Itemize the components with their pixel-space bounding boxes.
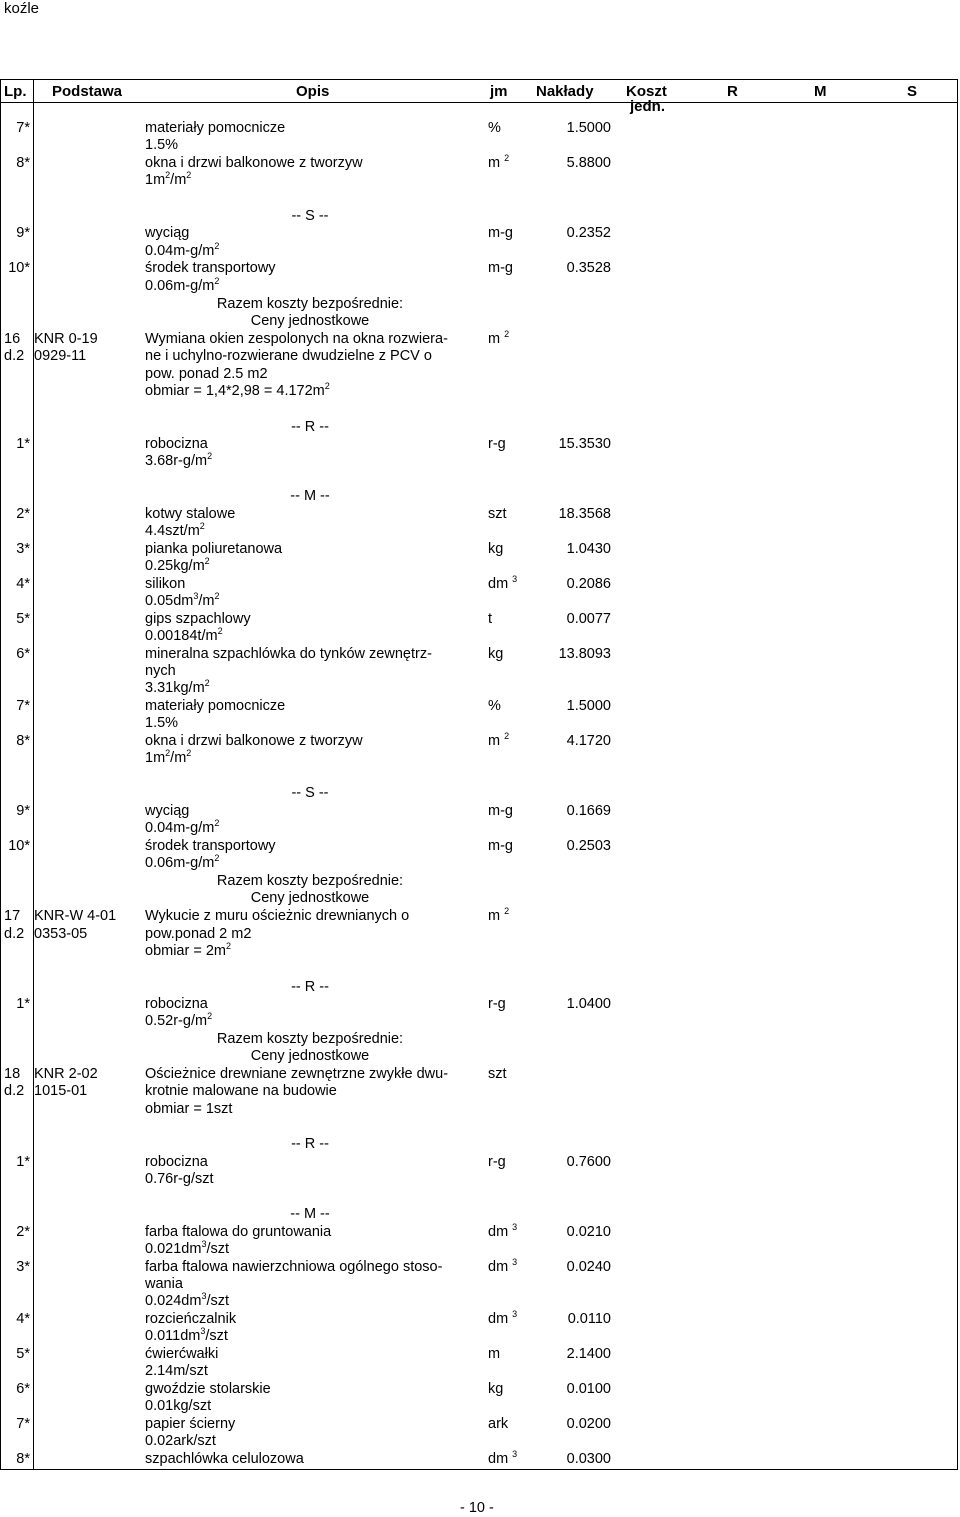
header-opis: Opis <box>296 83 330 100</box>
description: pow. ponad 2.5 m2 <box>145 366 268 382</box>
description: 1.5% <box>145 137 179 153</box>
naklady-value: 0.0240 <box>566 1259 611 1275</box>
naklady-value: 0.0110 <box>567 1311 611 1327</box>
description: robocizna <box>145 1154 208 1170</box>
unit: m-g <box>488 225 513 241</box>
description: obmiar = $2m^2$ <box>145 941 232 959</box>
description: 0.02ark/szt <box>145 1433 216 1449</box>
description: farba ftalowa do gruntowania <box>145 1224 332 1240</box>
unit: m <box>488 1346 501 1362</box>
naklady-value: 1.0400 <box>566 996 611 1012</box>
description: Wymiana okien zespolonych na okna rozwiera- <box>145 331 448 347</box>
description: 1.5% <box>145 715 179 731</box>
description: 0.76r-g/szt <box>145 1171 214 1187</box>
description-heading: Ceny jednostkowe <box>250 890 370 906</box>
description: Wykucie z muru ościeżnic drewnianych o <box>145 908 410 924</box>
description-heading: Ceny jednostkowe <box>250 1048 370 1064</box>
naklady-value: 1.0430 <box>566 541 611 557</box>
position-number: d.2 <box>4 926 25 942</box>
description: materiały pomocnicze <box>145 120 286 136</box>
basis-code: KNR-W 4-01 <box>34 908 117 924</box>
unit: r-g <box>488 436 506 452</box>
unit: szt <box>488 1066 507 1082</box>
description: krotnie malowane na budowie <box>145 1083 337 1099</box>
row-lp: 4* <box>16 576 30 592</box>
naklady-value: 0.0077 <box>566 611 611 627</box>
header-koszt-jedn: jedn. <box>630 98 666 115</box>
description: Ościeżnice drewniane zewnętrzne zwykłe dwu- <box>145 1066 449 1082</box>
position-number: 17 <box>4 908 21 924</box>
description: $0.05dm^3/m^2$ <box>145 591 220 609</box>
description: środek transportowy <box>145 260 276 276</box>
description: wyciąg <box>145 803 190 819</box>
row-lp: 8* <box>16 155 30 171</box>
description-heading: -- M -- <box>290 488 330 504</box>
unit: dm $^3$ <box>488 1309 518 1327</box>
description: $0.04m-g/m^2$ <box>145 241 220 259</box>
unit: r-g <box>488 1154 506 1170</box>
row-lp: 3* <box>16 541 30 557</box>
header-naklady: Nakłady <box>536 83 594 100</box>
basis-code: 1015-01 <box>34 1083 88 1099</box>
header-r: R <box>727 83 738 100</box>
description: $0.021dm^3$/szt <box>145 1239 230 1257</box>
unit: dm $^3$ <box>488 574 518 592</box>
unit: ark <box>488 1416 509 1432</box>
description: obmiar = 1szt <box>145 1101 233 1117</box>
naklady-value: 0.2352 <box>566 225 611 241</box>
description: gips szpachlowy <box>145 611 251 627</box>
description: gwoździe stolarskie <box>145 1381 271 1397</box>
description-heading: -- R -- <box>291 1136 329 1152</box>
header-jm: jm <box>490 83 508 100</box>
description: $3.68r-g/m^2$ <box>145 451 213 469</box>
row-lp: 4* <box>16 1311 30 1327</box>
naklady-value: 5.8800 <box>566 155 611 171</box>
description: pianka poliuretanowa <box>145 541 283 557</box>
position-number: d.2 <box>4 348 25 364</box>
description: mineralna szpachlówka do tynków zewnętrz- <box>145 646 432 662</box>
description-heading: Razem koszty bezpośrednie: <box>216 1031 404 1047</box>
description: $0.00184t/m^2$ <box>145 626 223 644</box>
description: wania <box>145 1276 183 1292</box>
description: $0.06m-g/m^2$ <box>145 276 220 294</box>
description: $3.31kg/m^2$ <box>145 678 210 696</box>
description: robocizna <box>145 436 208 452</box>
description: środek transportowy <box>145 838 276 854</box>
description: rozcieńczalnik <box>145 1311 237 1327</box>
row-lp: 5* <box>16 611 30 627</box>
header-s: S <box>907 83 918 100</box>
description: pow.ponad 2 m2 <box>145 926 252 942</box>
description-heading: Ceny jednostkowe <box>250 313 370 329</box>
header-m: M <box>814 83 827 100</box>
description-heading: Razem koszty bezpośrednie: <box>216 873 404 889</box>
unit: m-g <box>488 260 513 276</box>
header-lp: Lp. <box>4 83 27 100</box>
naklady-value: 0.0200 <box>566 1416 611 1432</box>
basis-code: KNR 2-02 <box>34 1066 98 1082</box>
description: ne i uchylno-rozwierane dwudzielne z PCV o <box>145 348 432 364</box>
row-lp: 2* <box>16 1224 30 1240</box>
naklady-value: 0.2086 <box>566 576 611 592</box>
row-lp: 2* <box>16 506 30 522</box>
naklady-value: 1.5000 <box>566 698 611 714</box>
naklady-value: 0.0100 <box>566 1381 611 1397</box>
unit: dm $^3$ <box>488 1449 518 1467</box>
description: okna i drzwi balkonowe z tworzyw <box>145 733 363 749</box>
description: ćwierćwałki <box>145 1346 219 1362</box>
basis-code: 0929-11 <box>34 348 87 364</box>
unit: % <box>488 120 501 136</box>
naklady-value: 0.7600 <box>566 1154 611 1170</box>
header-podstawa: Podstawa <box>52 83 123 100</box>
description: $0.06m-g/m^2$ <box>145 853 220 871</box>
unit: m $^2$ <box>488 731 510 749</box>
unit: kg <box>488 646 504 662</box>
unit: dm $^3$ <box>488 1222 518 1240</box>
row-lp: 9* <box>16 803 30 819</box>
naklady-value: 0.0300 <box>566 1451 611 1467</box>
description: $0.25kg/m^2$ <box>145 556 210 574</box>
description: obmiar = $1,4*2,98 = 4.172m^2$ <box>145 381 330 399</box>
row-lp: 5* <box>16 1346 30 1362</box>
header-koszt: Koszt <box>626 83 667 100</box>
row-lp: 3* <box>16 1259 30 1275</box>
row-lp: 7* <box>16 120 30 136</box>
row-lp: 10* <box>8 838 30 854</box>
description: $1m^2/m^2$ <box>145 170 192 188</box>
description: silikon <box>145 576 186 592</box>
position-number: 18 <box>4 1066 21 1082</box>
basis-code: 0353-05 <box>34 926 88 942</box>
description-heading: -- M -- <box>290 1206 330 1222</box>
document-title: koźle <box>4 0 40 17</box>
row-lp: 7* <box>16 1416 30 1432</box>
unit: m-g <box>488 803 513 819</box>
row-lp: 1* <box>16 436 30 452</box>
row-lp: 1* <box>16 996 30 1012</box>
position-number: d.2 <box>4 1083 25 1099</box>
table-top-border <box>0 79 958 80</box>
description: farba ftalowa nawierzchniowa ogólnego stoso- <box>145 1259 443 1275</box>
naklady-value: 0.0210 <box>566 1224 611 1240</box>
description-heading: Razem koszty bezpośrednie: <box>216 296 404 312</box>
unit: m $^2$ <box>488 153 510 171</box>
description-heading: -- S -- <box>291 785 329 801</box>
row-lp: 10* <box>8 260 30 276</box>
description-heading: -- R -- <box>291 979 329 995</box>
naklady-value: 0.2503 <box>566 838 611 854</box>
description: 2.14m/szt <box>145 1363 208 1379</box>
unit: m $^2$ <box>488 906 510 924</box>
unit: % <box>488 698 501 714</box>
naklady-value: 2.1400 <box>566 1346 611 1362</box>
description: 0.01kg/szt <box>145 1398 212 1414</box>
table-bottom-border <box>0 1469 958 1470</box>
description: szpachlówka celulozowa <box>145 1451 304 1467</box>
description-heading: -- S -- <box>291 208 329 224</box>
description: papier ścierny <box>145 1416 236 1432</box>
description: $0.011dm^3$/szt <box>145 1326 228 1344</box>
header-bottom-border <box>0 102 958 103</box>
unit: m-g <box>488 838 513 854</box>
position-number: 16 <box>4 331 21 347</box>
unit: kg <box>488 1381 504 1397</box>
row-lp: 6* <box>16 646 30 662</box>
row-lp: 9* <box>16 225 30 241</box>
naklady-value: 18.3568 <box>558 506 611 522</box>
naklady-value: 0.3528 <box>566 260 611 276</box>
row-lp: 1* <box>16 1154 30 1170</box>
description: $0.52r-g/m^2$ <box>145 1011 213 1029</box>
description: $0.024dm^3$/szt <box>145 1291 230 1309</box>
unit: kg <box>488 541 504 557</box>
description-heading: -- R -- <box>291 419 329 435</box>
unit: t <box>488 611 493 627</box>
unit: m $^2$ <box>488 329 510 347</box>
unit: dm $^3$ <box>488 1257 518 1275</box>
row-lp: 8* <box>16 1451 30 1467</box>
naklady-value: 4.1720 <box>566 733 611 749</box>
basis-code: KNR 0-19 <box>34 331 98 347</box>
row-lp: 6* <box>16 1381 30 1397</box>
page-number: - 10 - <box>460 1500 494 1516</box>
naklady-value: 1.5000 <box>566 120 611 136</box>
description: $1m^2/m^2$ <box>145 748 192 766</box>
lp-column-divider <box>33 79 34 1470</box>
table-right-border <box>957 79 958 1470</box>
description: okna i drzwi balkonowe z tworzyw <box>145 155 363 171</box>
naklady-value: 13.8093 <box>558 646 611 662</box>
description: $0.04m-g/m^2$ <box>145 818 220 836</box>
row-lp: 7* <box>16 698 30 714</box>
description: materiały pomocnicze <box>145 698 286 714</box>
row-lp: 8* <box>16 733 30 749</box>
naklady-value: 15.3530 <box>558 436 611 452</box>
description: $4.4szt/m^2$ <box>145 521 205 539</box>
description: kotwy stalowe <box>145 506 236 522</box>
unit: szt <box>488 506 507 522</box>
unit: r-g <box>488 996 506 1012</box>
description: nych <box>145 663 176 679</box>
description: wyciąg <box>145 225 190 241</box>
naklady-value: 0.1669 <box>566 803 611 819</box>
description: robocizna <box>145 996 208 1012</box>
